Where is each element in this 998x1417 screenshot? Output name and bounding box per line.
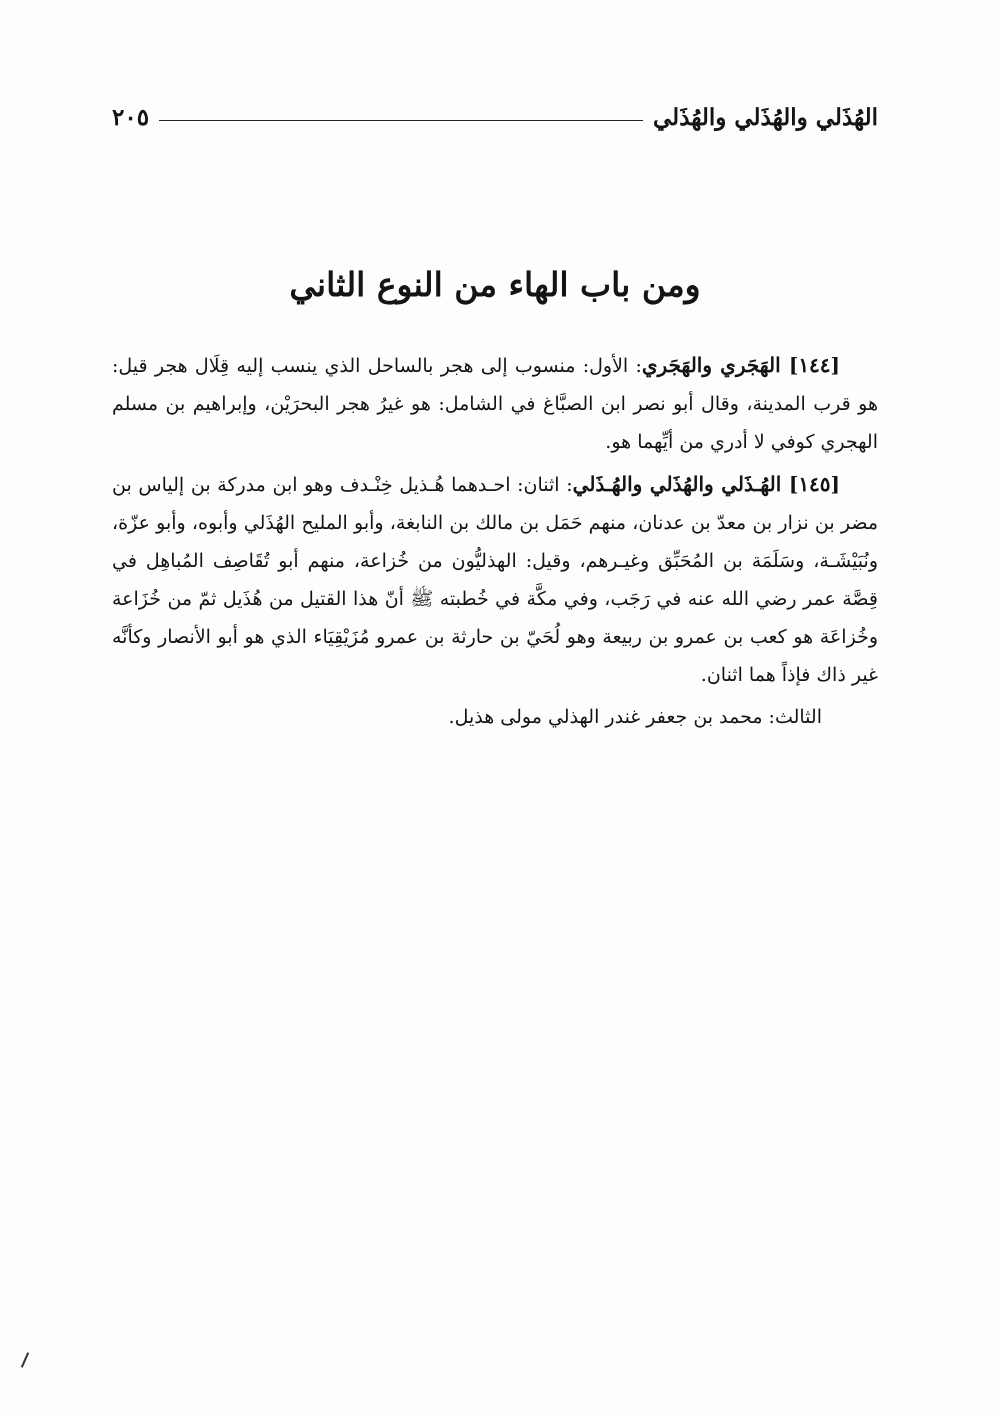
- header-rule: [159, 120, 643, 121]
- body-text: [112, 346, 878, 736]
- entry-144-text: : الأول: منسوب إلى هجر بالساحل الذي ينسب إليه قِلَال هجر قيل: هو قرب المدينة، وقال أبو نصر ابن الصبَّاغ في الشامل: هو غيرُ هجر البحرَيْن، وإبراهيم بن مسلم الهجري كوفي لا أدري من أيِّهما هو.: [112, 355, 878, 453]
- chapter-title: ومن باب الهاء من النوع الثاني: [289, 265, 701, 304]
- running-title: الهُذَلي والهُذَلي والهُذَلي: [653, 103, 878, 131]
- entry-144-heading: [١٤٤] الهَجَري والهَجَري: [641, 353, 841, 377]
- entry-145-text: : اثنان: احـدهما هُـذيل خِنْـدف وهو ابن مدركة بن إلياس بن مضر بن نزار بن معدّ بن عدنان، منهم حَمَل بن مالك بن النابغة، وأبو المليح الهُذَلي وأبوه، وأبو عزّة، ونُبَيْشَـة، وسَلَمَة بن المُحَبِّق وغيـرهم، وقيل: الهذليُّون من خُزاعة، منهم أبو تُقَاصِف المُباهِل في قِصَّة عمر رضي الله عنه في رَجَب، وفي مكَّة في خُطبته ﷺ أنّ هذا القتيل من هُذَيل ثمّ من خُزَاعة وخُزاعَة هو كعب بن عمرو بن ربيعة وهو لُحَيّ بن حارثة بن عمرو مُزَيْقِيَاء الذي هو أبو الأنصار وكأنَّه غير ذاك فإذاً هما اثنان.: [112, 474, 878, 686]
- margin-mark: [21, 1352, 29, 1367]
- running-header: [112, 100, 878, 134]
- page-number: ٢٠٥: [112, 103, 150, 131]
- entry-145-third: الثالث: محمد بن جعفر غندر الهذلي مولى هذيل.: [448, 706, 822, 728]
- entry-145: [112, 465, 878, 694]
- entry-145-heading: [١٤٥] الهُـذَلي والهُذَلي والهُـذَلي: [572, 472, 841, 496]
- entry-144: [112, 346, 878, 461]
